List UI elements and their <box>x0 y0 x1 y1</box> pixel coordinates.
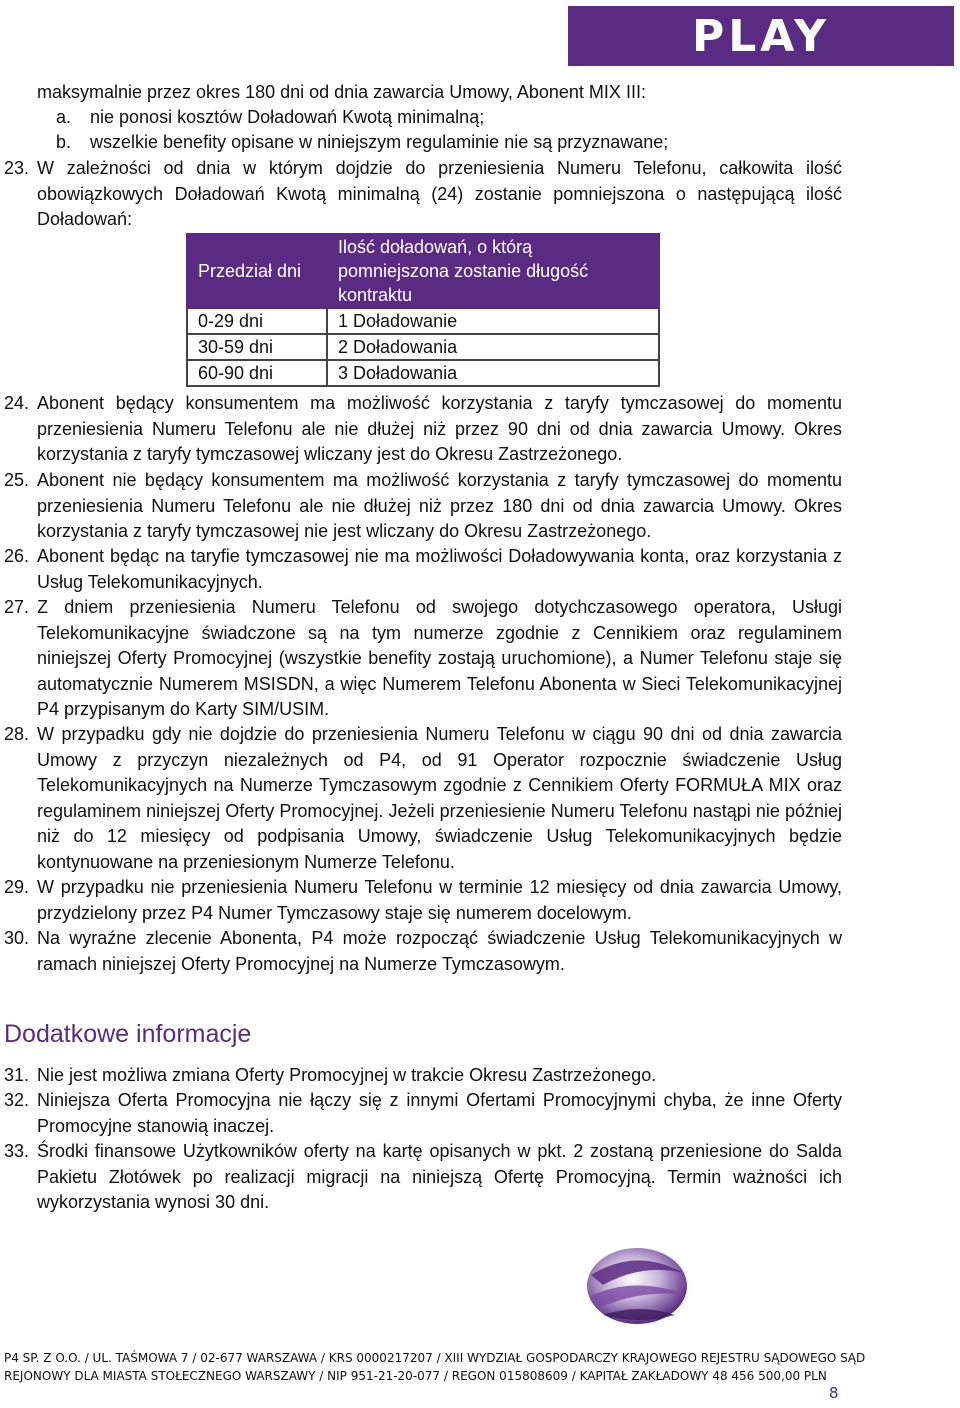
intro-sub-b-text: wszelkie benefity opisane w niniejszym regulaminie nie są przyznawane; <box>90 132 669 152</box>
play-logo: PLAY <box>568 6 954 66</box>
item-number: 32. <box>4 1090 30 1110</box>
item-text: Niniejsza Oferta Promocyjna nie łączy się z innymi Ofertami Promocyjnymi chyba, że inne Oferty Promocyjne stanowią inaczej. <box>37 1090 842 1136</box>
item-text: W zależności od dnia w którym dojdzie do przeniesienia Numeru Telefonu, całkowita ilość obowiązkowych Doładowań Kwotą minimalną (24) zostanie pomniejszona o następującą ilość Doładowań: <box>37 158 842 230</box>
item-text: Na wyraźne zlecenie Abonenta, P4 może rozpocząć świadczenie Usług Telekomunikacyjnych w ramach niniejszej Oferty Promocyjnej na Numerze Tymczasowym. <box>37 928 842 974</box>
item-number: 30. <box>4 928 30 948</box>
footer-line-2: REJONOWY DLA MIASTA STOŁECZNEGO WARSZAWY / NIP 951-21-20-077 / REGON 015808609 / KAPITAŁ ZAKŁADOWY 48 456 500,00 PLN <box>4 1369 827 1383</box>
item-number: 24. <box>4 393 30 413</box>
item-number: 29. <box>4 877 30 897</box>
table-cell: 3 Doładowania <box>327 360 659 386</box>
table-cell: 60-90 dni <box>187 360 327 386</box>
reduction-table <box>186 233 660 387</box>
table-cell: 30-59 dni <box>187 334 327 360</box>
footer-line-1: P4 SP. Z O.O. / UL. TAŚMOWA 7 / 02-677 WARSZAWA / KRS 0000217207 / XIII WYDZIAŁ GOSPODARCZY KRAJOWEGO REJESTRU SĄDOWEGO SĄD <box>4 1351 866 1365</box>
item-text: Abonent będąc na taryfie tymczasowej nie ma możliwości Doładowywania konta, oraz korzystania z Usług Telekomunikacyjnych. <box>37 546 842 592</box>
table-row <box>187 334 659 360</box>
table-cell: 2 Doładowania <box>327 334 659 360</box>
item-text: W przypadku nie przeniesienia Numeru Telefonu w terminie 12 miesięcy od dnia zawarcia Umowy, przydzielony przez P4 Numer Tymczasowy staje się numerem docelowym. <box>37 877 842 923</box>
item-text: Abonent nie będący konsumentem ma możliwość korzystania z taryfy tymczasowej do momentu przeniesienia Numeru Telefonu ale nie dłużej niż przez 180 dni od dnia zawarcia Umowy. Okres korzystania z taryfy tymczasowej nie jest wliczany do Okresu Zastrzeżonego. <box>37 470 842 542</box>
play-swirl-logo-icon <box>583 1245 691 1327</box>
intro-lead: maksymalnie przez okres 180 dni od dnia zawarcia Umowy, Abonent MIX III: <box>37 82 646 102</box>
table-cell: 0-29 dni <box>187 308 327 334</box>
item-text: Z dniem przeniesienia Numeru Telefonu od swojego dotychczasowego operatora, Usługi Telekomunikacyjne świadczone są na tym numerze zgodnie z Cennikiem oraz regulaminem niniejszej Oferty Promocyjnej (wszystkie benefity zostają uruchomione), a Numer Telefonu staje się automatycznie Numerem MSISDN, a więc Numerem Telefonu Abonenta w Sieci Telekomunikacyjnej P4 przypisanym do Karty SIM/USIM. <box>37 597 842 720</box>
item-number: 31. <box>4 1065 30 1085</box>
table-row <box>187 308 659 334</box>
intro-sub-a-text: nie ponosi kosztów Doładowań Kwotą minimalną; <box>90 107 485 127</box>
item-number: 25. <box>4 470 30 490</box>
item-number: 28. <box>4 724 30 744</box>
item-text: Nie jest możliwa zmiana Oferty Promocyjnej w trakcie Okresu Zastrzeżonego. <box>37 1065 657 1085</box>
item-text: Środki finansowe Użytkowników oferty na kartę opisanych w pkt. 2 zostaną przeniesione do Salda Pakietu Złotówek po realizacji migracji na niniejszą Ofertę Promocyjną. Termin ważności ich wykorzystania wynosi 30 dni. <box>37 1141 842 1213</box>
item-number: 26. <box>4 546 30 566</box>
item-text: Abonent będący konsumentem ma możliwość korzystania z taryfy tymczasowej do momentu przeniesienia Numeru Telefonu ale nie dłużej niż przez 90 dni od dnia zawarcia Umowy. Okres korzystania z taryfy tymczasowej wliczany jest do Okresu Zastrzeżonego. <box>37 393 842 465</box>
table-cell: 1 Doładowanie <box>327 308 659 334</box>
item-number: 27. <box>4 597 30 617</box>
page-number: 8 <box>829 1384 839 1402</box>
table-row <box>187 360 659 386</box>
table-header-cell: Przedział dni <box>187 234 327 308</box>
intro-sub-a-label: a. <box>56 107 72 127</box>
item-number: 33. <box>4 1141 30 1161</box>
table-header-row <box>187 234 659 308</box>
item-text: W przypadku gdy nie dojdzie do przeniesienia Numeru Telefonu w ciągu 90 dni od dnia zawarcia Umowy z przyczyn niezależnych od P4, od 91 Operator rozpocznie świadczenie Usług Telekomunikacyjnych na Numerze Tymczasowym zgodnie z Cennikiem Oferty FORMUŁA MIX oraz regulaminem niniejszej Oferty Promocyjnej. Jeżeli przeniesienie Numeru Telefonu nastąpi nie później niż do 12 miesięcy od podpisania Umowy, świadczenie Usług Telekomunikacyjnych będzie kontynuowane na przeniesionym Numerze Telefonu. <box>37 724 842 872</box>
item-number: 23. <box>4 158 30 178</box>
section-heading: Dodatkowe informacje <box>4 1020 252 1048</box>
table-header-cell: Ilość doładowań, o którą pomniejszona zostanie długość kontraktu <box>327 234 659 308</box>
intro-sub-b-label: b. <box>56 132 72 152</box>
